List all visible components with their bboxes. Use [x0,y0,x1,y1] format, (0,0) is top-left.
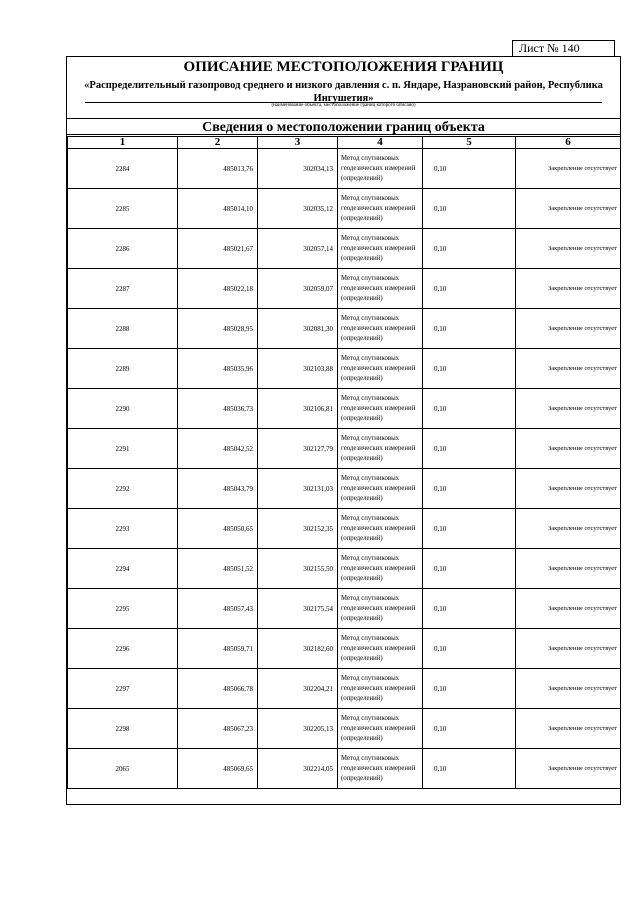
table-row [68,349,621,389]
y-coordinate-cell: 302106,81 [258,389,338,429]
document-title: ОПИСАНИЕ МЕСТОПОЛОЖЕНИЯ ГРАНИЦ [183,59,504,75]
fixing-cell: Закрепление отсутствует [516,189,621,229]
method-cell: Метод спутниковых геодезических измерений (определений) [338,549,423,589]
method-cell: Метод спутниковых геодезических измерений (определений) [338,429,423,469]
fixing-cell: Закрепление отсутствует [516,549,621,589]
method-cell: Метод спутниковых геодезических измерений (определений) [338,149,423,189]
table-row [68,269,621,309]
sheet-number-label: Лист № 140 [519,41,580,55]
x-coordinate-cell: 485028,95 [178,309,258,349]
y-coordinate-cell: 302059,07 [258,269,338,309]
table-row [68,669,621,709]
fixing-cell: Закрепление отсутствует [516,349,621,389]
point-number-cell: 2293 [68,509,178,549]
point-number-cell: 2065 [68,749,178,789]
fixing-cell: Закрепление отсутствует [516,309,621,349]
x-coordinate-cell: 485014,10 [178,189,258,229]
section-title: Сведения о местоположении границ объекта [67,119,620,135]
x-coordinate-cell: 485042,52 [178,429,258,469]
point-number-cell: 2287 [68,269,178,309]
accuracy-cell: 0,10 [423,629,516,669]
fixing-cell: Закрепление отсутствует [516,429,621,469]
accuracy-cell: 0,10 [423,349,516,389]
table-row [68,229,621,269]
column-header: 3 [258,137,338,149]
table-row [68,509,621,549]
x-coordinate-cell: 485051,52 [178,549,258,589]
fixing-cell: Закрепление отсутствует [516,709,621,749]
column-header: 2 [178,137,258,149]
y-coordinate-cell: 302205,13 [258,709,338,749]
method-cell: Метод спутниковых геодезических измерений (определений) [338,269,423,309]
method-cell: Метод спутниковых геодезических измерений (определений) [338,509,423,549]
document-header [67,57,620,119]
table-row [68,629,621,669]
table-row [68,429,621,469]
column-header: 6 [516,137,621,149]
accuracy-cell: 0,10 [423,509,516,549]
fixing-cell: Закрепление отсутствует [516,389,621,429]
fixing-cell: Закрепление отсутствует [516,269,621,309]
x-coordinate-cell: 485036,73 [178,389,258,429]
fixing-cell: Закрепление отсутствует [516,509,621,549]
method-cell: Метод спутниковых геодезических измерений (определений) [338,229,423,269]
point-number-cell: 2284 [68,149,178,189]
y-coordinate-cell: 302175,54 [258,589,338,629]
table-row [68,309,621,349]
fixing-cell: Закрепление отсутствует [516,669,621,709]
method-cell: Метод спутниковых геодезических измерений (определений) [338,669,423,709]
point-number-cell: 2286 [68,229,178,269]
point-number-cell: 2291 [68,429,178,469]
accuracy-cell: 0,10 [423,309,516,349]
column-header: 1 [68,137,178,149]
accuracy-cell: 0,10 [423,589,516,629]
point-number-cell: 2288 [68,309,178,349]
x-coordinate-cell: 485057,43 [178,589,258,629]
y-coordinate-cell: 302182,60 [258,629,338,669]
sheet-number [512,40,615,57]
x-coordinate-cell: 485066,78 [178,669,258,709]
x-coordinate-cell: 485043,79 [178,469,258,509]
document-subtitle: «Распределительный газопровод среднего и низкого давления с. п. Яндаре, Назрановский район, Республика Ингушетия» [84,80,603,104]
method-cell: Метод спутниковых геодезических измерений (определений) [338,589,423,629]
point-number-cell: 2295 [68,589,178,629]
method-cell: Метод спутниковых геодезических измерений (определений) [338,749,423,789]
point-number-cell: 2294 [68,549,178,589]
fixing-cell: Закрепление отсутствует [516,629,621,669]
point-number-cell: 2289 [68,349,178,389]
method-cell: Метод спутниковых геодезических измерений (определений) [338,629,423,669]
accuracy-cell: 0,10 [423,469,516,509]
boundary-table [67,136,621,789]
point-number-cell: 2290 [68,389,178,429]
x-coordinate-cell: 485013,76 [178,149,258,189]
column-header: 4 [338,137,423,149]
table-row [68,469,621,509]
y-coordinate-cell: 302057,14 [258,229,338,269]
y-coordinate-cell: 302204,21 [258,669,338,709]
table-row [68,149,621,189]
y-coordinate-cell: 302155,50 [258,549,338,589]
method-cell: Метод спутниковых геодезических измерений (определений) [338,469,423,509]
y-coordinate-cell: 302103,88 [258,349,338,389]
column-header: 5 [423,137,516,149]
method-cell: Метод спутниковых геодезических измерений (определений) [338,349,423,389]
fixing-cell: Закрепление отсутствует [516,469,621,509]
fixing-cell: Закрепление отсутствует [516,589,621,629]
accuracy-cell: 0,10 [423,269,516,309]
table-row [68,549,621,589]
x-coordinate-cell: 485050,65 [178,509,258,549]
point-number-cell: 2296 [68,629,178,669]
accuracy-cell: 0,10 [423,429,516,469]
y-coordinate-cell: 302214,05 [258,749,338,789]
x-coordinate-cell: 485059,71 [178,629,258,669]
x-coordinate-cell: 485035,96 [178,349,258,389]
accuracy-cell: 0,10 [423,549,516,589]
table-header-row [68,137,621,149]
fixing-cell: Закрепление отсутствует [516,749,621,789]
accuracy-cell: 0,10 [423,389,516,429]
fixing-cell: Закрепление отсутствует [516,229,621,269]
table-row [68,589,621,629]
x-coordinate-cell: 485021,67 [178,229,258,269]
method-cell: Метод спутниковых геодезических измерений (определений) [338,309,423,349]
point-number-cell: 2298 [68,709,178,749]
y-coordinate-cell: 302035,12 [258,189,338,229]
point-number-cell: 2292 [68,469,178,509]
accuracy-cell: 0,10 [423,149,516,189]
point-number-cell: 2285 [68,189,178,229]
x-coordinate-cell: 485067,23 [178,709,258,749]
accuracy-cell: 0,10 [423,189,516,229]
y-coordinate-cell: 302152,35 [258,509,338,549]
document-frame [66,56,621,805]
method-cell: Метод спутниковых геодезических измерений (определений) [338,709,423,749]
y-coordinate-cell: 302131,03 [258,469,338,509]
accuracy-cell: 0,10 [423,709,516,749]
method-cell: Метод спутниковых геодезических измерений (определений) [338,189,423,229]
table-row [68,709,621,749]
x-coordinate-cell: 485069,65 [178,749,258,789]
fixing-cell: Закрепление отсутствует [516,149,621,189]
table-row [68,389,621,429]
accuracy-cell: 0,10 [423,669,516,709]
accuracy-cell: 0,10 [423,229,516,269]
method-cell: Метод спутниковых геодезических измерений (определений) [338,389,423,429]
table-row [68,749,621,789]
accuracy-cell: 0,10 [423,749,516,789]
y-coordinate-cell: 302081,30 [258,309,338,349]
y-coordinate-cell: 302034,13 [258,149,338,189]
x-coordinate-cell: 485022,18 [178,269,258,309]
table-row [68,189,621,229]
header-note: (наименование объекта, местоположение границ которого описано) [271,103,416,108]
point-number-cell: 2297 [68,669,178,709]
boundary-table-body [68,137,621,789]
y-coordinate-cell: 302127,79 [258,429,338,469]
